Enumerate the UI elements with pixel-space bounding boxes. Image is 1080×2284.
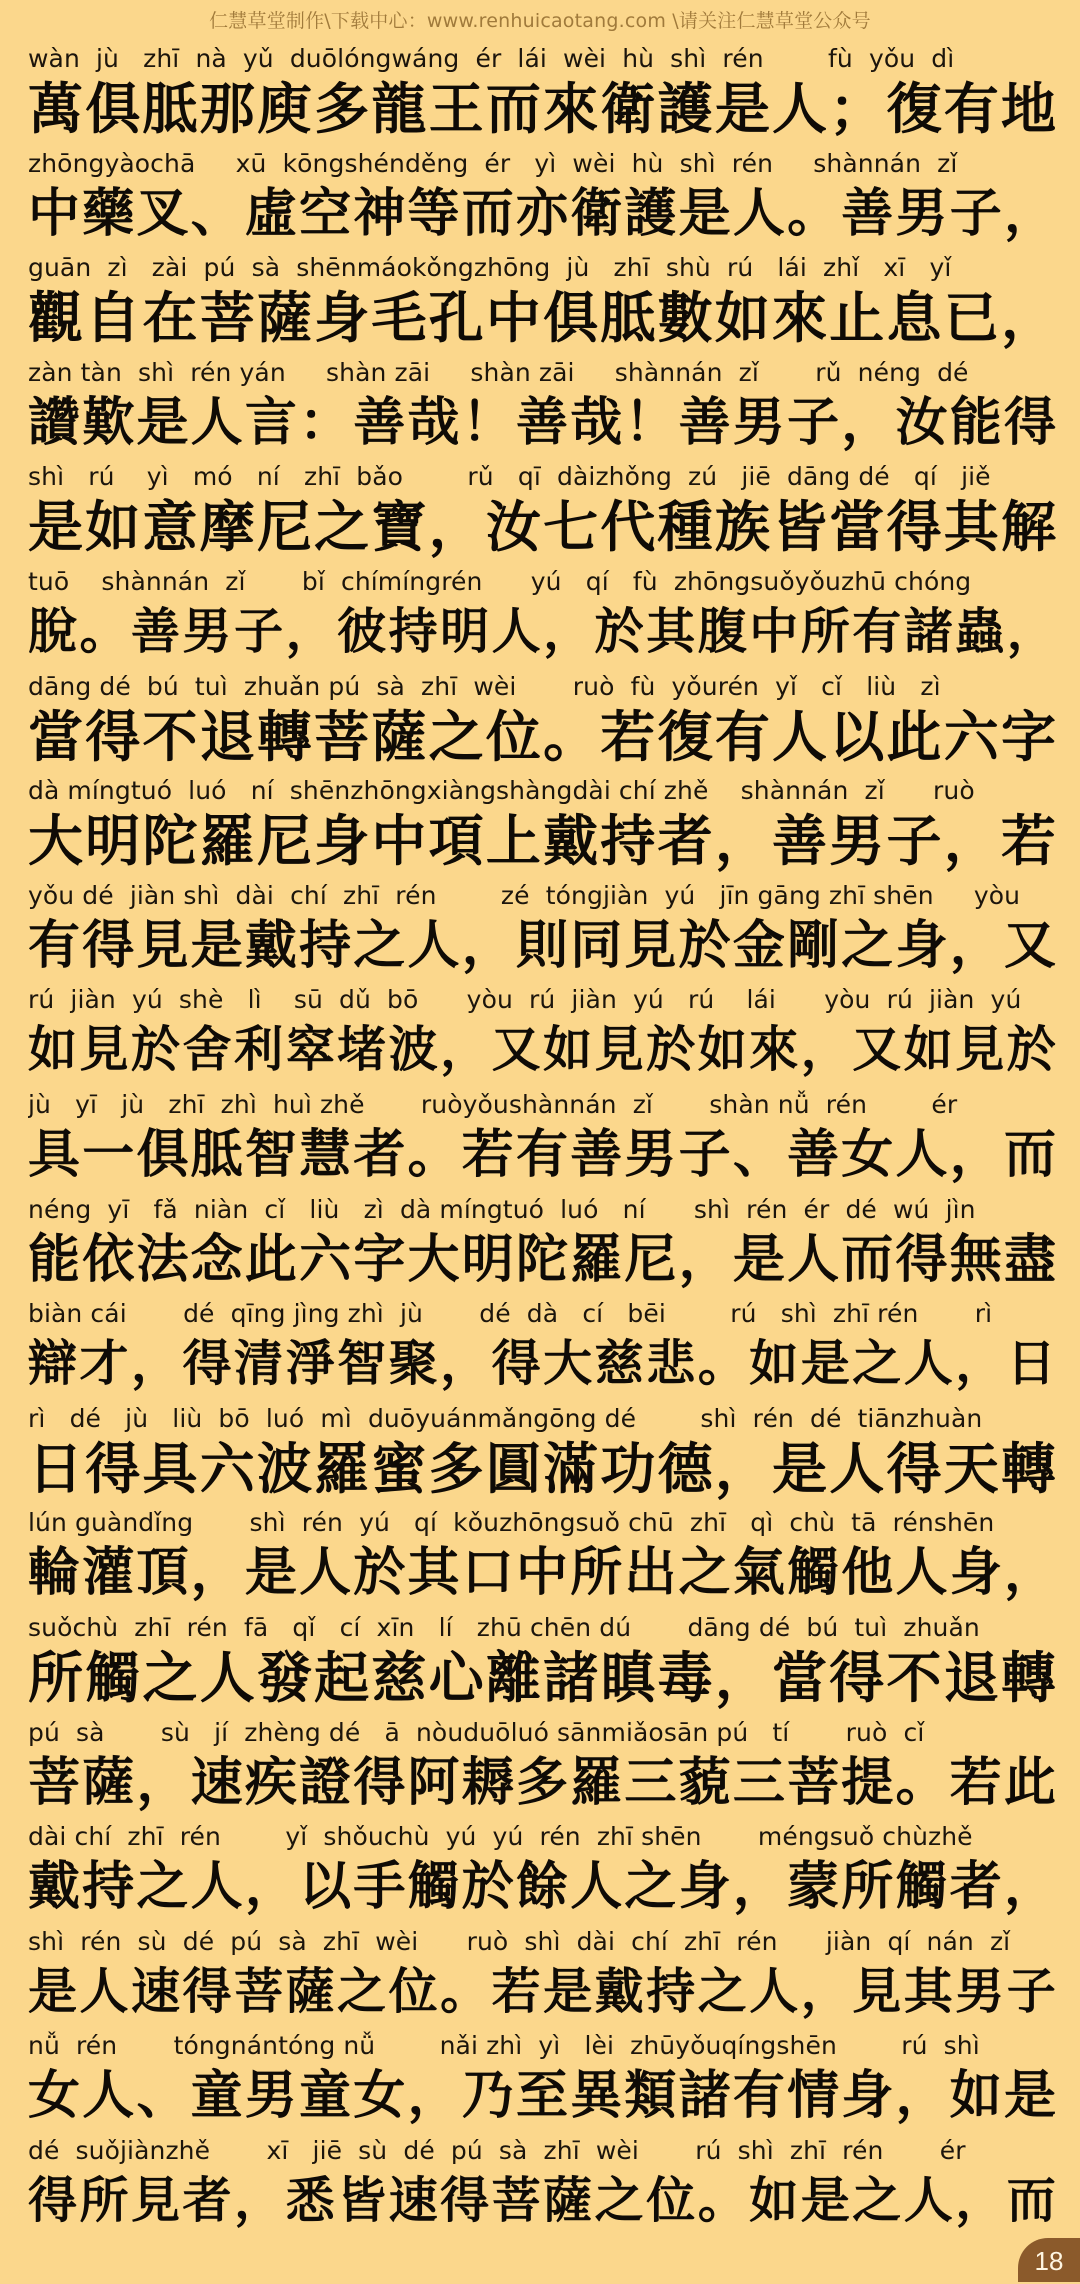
pinyin-row: rú jiàn yú shè lì sū dǔ bō yòu rú jiàn yú rú lái yòu rú jiàn yú — [28, 985, 1022, 1015]
scripture-line — [28, 2031, 1058, 2136]
scripture-line — [28, 358, 1058, 463]
hanzi-row: 中 藥 叉 、 虛 空 神 等 而 亦 衛 護 是 人 。 善 男 子 ， — [28, 183, 1058, 244]
scripture-line — [28, 1195, 1058, 1300]
scripture-line — [28, 253, 1058, 358]
hanzi-row: 萬 俱 胝 那 庾 多 龍 王 而 來 衛 護 是 人 ； 復 有 地 — [28, 77, 1058, 141]
hanzi-row: 觀 自 在 菩 薩 身 毛 孔 中 俱 胝 數 如 來 止 息 已 ， — [28, 286, 1058, 351]
scripture-line — [28, 1090, 1058, 1195]
hanzi-row: 所 觸 之 人 發 起 慈 心 離 諸 瞋 毒 ， 當 得 不 退 轉 — [28, 1645, 1058, 1710]
pinyin-row: wàn jù zhī nà yǔ duōlóngwáng ér lái wèi hù shì rén fù yǒu dì — [28, 44, 955, 73]
pinyin-row: dài chí zhī rén yǐ shǒuchù yú yú rén zhī shēn méngsuǒ chùzhě — [28, 1822, 973, 1852]
hanzi-row: 當 得 不 退 轉 菩 薩 之 位 。 若 復 有 人 以 此 六 字 — [28, 704, 1058, 769]
hanzi-row: 大 明 陀 羅 尼 身 中 項 上 戴 持 者 ， 善 男 子 ， 若 — [28, 809, 1058, 874]
header-banner: 仁慧草堂制作\下载中心：www.renhuicaotang.com \请关注仁慧草堂公众号 — [209, 10, 871, 32]
scripture-line — [28, 881, 1058, 986]
pinyin-row: dāng dé bú tuì zhuǎn pú sà zhī wèi ruò fù yǒurén yǐ cǐ liù zì — [28, 671, 941, 701]
pinyin-row: dà míngtuó luó ní shēnzhōngxiàngshàngdài chí zhě shànnán zǐ ruò — [28, 776, 975, 806]
scripture-line — [28, 672, 1058, 777]
pinyin-row: tuō shànnán zǐ bǐ chímíngrén yú qí fù zhōngsuǒyǒuzhū chóng — [28, 566, 972, 596]
hanzi-row: 如 見 於 舍 利 窣 堵 波 ， 又 如 見 於 如 來 ， 又 如 見 於 — [28, 1021, 1058, 1079]
hanzi-row: 戴 持 之 人 ， 以 手 觸 於 餘 人 之 身 ， 蒙 所 觸 者 ， — [28, 1857, 1058, 1918]
hanzi-row: 是 如 意 摩 尼 之 寶 ， 汝 七 代 種 族 皆 當 得 其 解 — [28, 495, 1058, 560]
pinyin-row: zàn tàn shì rén yán shàn zāi shàn zāi shànnán zǐ rǔ néng dé — [28, 357, 969, 387]
pinyin-row: biàn cái dé qīng jìng zhì jù dé dà cí bēi rú shì zhī rén rì — [28, 1299, 993, 1329]
pinyin-row: shì rú yì mó ní zhī bǎo rǔ qī dàizhǒng zú jiē dāng dé qí jiě — [28, 462, 991, 492]
pinyin-row: suǒchù zhī rén fā qǐ cí xīn lí zhū chēn dú dāng dé bú tuì zhuǎn — [28, 1612, 980, 1642]
scripture-line — [28, 1404, 1058, 1509]
pinyin-row: pú sà sù jí zhèng dé ā nòuduōluó sānmiǎosān pú tí ruò cǐ — [28, 1717, 925, 1747]
hanzi-row: 具 一 俱 胝 智 慧 者 。 若 有 善 男 子 、 善 女 人 ， 而 — [28, 1124, 1058, 1185]
hanzi-row: 輪 灌 頂 ， 是 人 於 其 口 中 所 出 之 氣 觸 他 人 身 ， — [28, 1543, 1058, 1604]
pinyin-row: nǚ rén tóngnántóng nǚ nǎi zhì yì lèi zhūyǒuqíngshēn rú shì — [28, 2031, 980, 2061]
scripture-text — [28, 44, 1058, 2240]
pinyin-row: yǒu dé jiàn shì dài chí zhī rén zé tóngjiàn yú jīn gāng zhī shēn yòu — [28, 880, 1021, 910]
hanzi-row: 有 得 見 是 戴 持 之 人 ， 則 同 見 於 金 剛 之 身 ， 又 — [28, 915, 1058, 976]
scripture-line — [28, 567, 1058, 672]
hanzi-row: 能 依 法 念 此 六 字 大 明 陀 羅 尼 ， 是 人 而 得 無 盡 — [28, 1229, 1058, 1290]
pinyin-row: jù yī jù zhī zhì huì zhě ruòyǒushànnán zǐ shàn nǚ rén ér — [28, 1089, 958, 1119]
scripture-line — [28, 1299, 1058, 1404]
scripture-line — [28, 462, 1058, 567]
pinyin-row: rì dé jù liù bō luó mì duōyuánmǎngōng dé shì rén dé tiānzhuàn — [28, 1403, 983, 1433]
scripture-line — [28, 149, 1058, 254]
hanzi-row: 女 人 、 童 男 童 女 ， 乃 至 異 類 諸 有 情 身 ， 如 是 — [28, 2066, 1058, 2127]
hanzi-row: 菩 薩 ， 速 疾 證 得 阿 耨 多 羅 三 藐 三 菩 提 。 若 此 — [28, 1752, 1058, 1813]
hanzi-row: 是 人 速 得 菩 薩 之 位 。 若 是 戴 持 之 人 ， 見 其 男 子 — [28, 1962, 1058, 2020]
pinyin-row: lún guàndǐng shì rén yú qí kǒuzhōngsuǒ chū zhī qì chù tā rénshēn — [28, 1508, 995, 1538]
scripture-line — [28, 1822, 1058, 1927]
scripture-line — [28, 44, 1058, 149]
hanzi-row: 日 得 具 六 波 羅 蜜 多 圓 滿 功 德 ， 是 人 得 天 轉 — [28, 1436, 1058, 1501]
hanzi-row: 脫 。 善 男 子 ， 彼 持 明 人 ， 於 其 腹 中 所 有 諸 蟲 ， — [28, 602, 1058, 660]
pinyin-row: guān zì zài pú sà shēnmáokǒngzhōng jù zhī shù rú lái zhǐ xī yǐ — [28, 253, 952, 283]
scripture-line — [28, 985, 1058, 1090]
hanzi-row: 得 所 見 者 ， 悉 皆 速 得 菩 薩 之 位 。 如 是 之 人 ， 而 — [28, 2171, 1058, 2229]
scripture-line — [28, 1718, 1058, 1823]
pinyin-row: dé suǒjiànzhě xī jiē sù dé pú sà zhī wèi rú shì zhī rén ér — [28, 2135, 966, 2165]
scripture-line — [28, 2136, 1058, 2241]
scripture-line — [28, 1927, 1058, 2032]
hanzi-row: 辯 才 ， 得 清 淨 智 聚 ， 得 大 慈 悲 。 如 是 之 人 ， 日 — [28, 1335, 1058, 1393]
pinyin-row: shì rén sù dé pú sà zhī wèi ruò shì dài chí zhī rén jiàn qí nán zǐ — [28, 1926, 1011, 1956]
scripture-line — [28, 1613, 1058, 1718]
pinyin-row: zhōngyàochā xū kōngshénděng ér yì wèi hù shì rén shànnán zǐ — [28, 148, 958, 178]
scripture-line — [28, 776, 1058, 881]
pinyin-row: néng yī fǎ niàn cǐ liù zì dà míngtuó luó ní shì rén ér dé wú jìn — [28, 1194, 976, 1224]
page-number-badge: 18 — [1018, 2238, 1080, 2282]
hanzi-row: 讚 歎 是 人 言 ： 善 哉 ！ 善 哉 ！ 善 男 子 ， 汝 能 得 — [28, 392, 1058, 453]
scripture-line — [28, 1508, 1058, 1613]
